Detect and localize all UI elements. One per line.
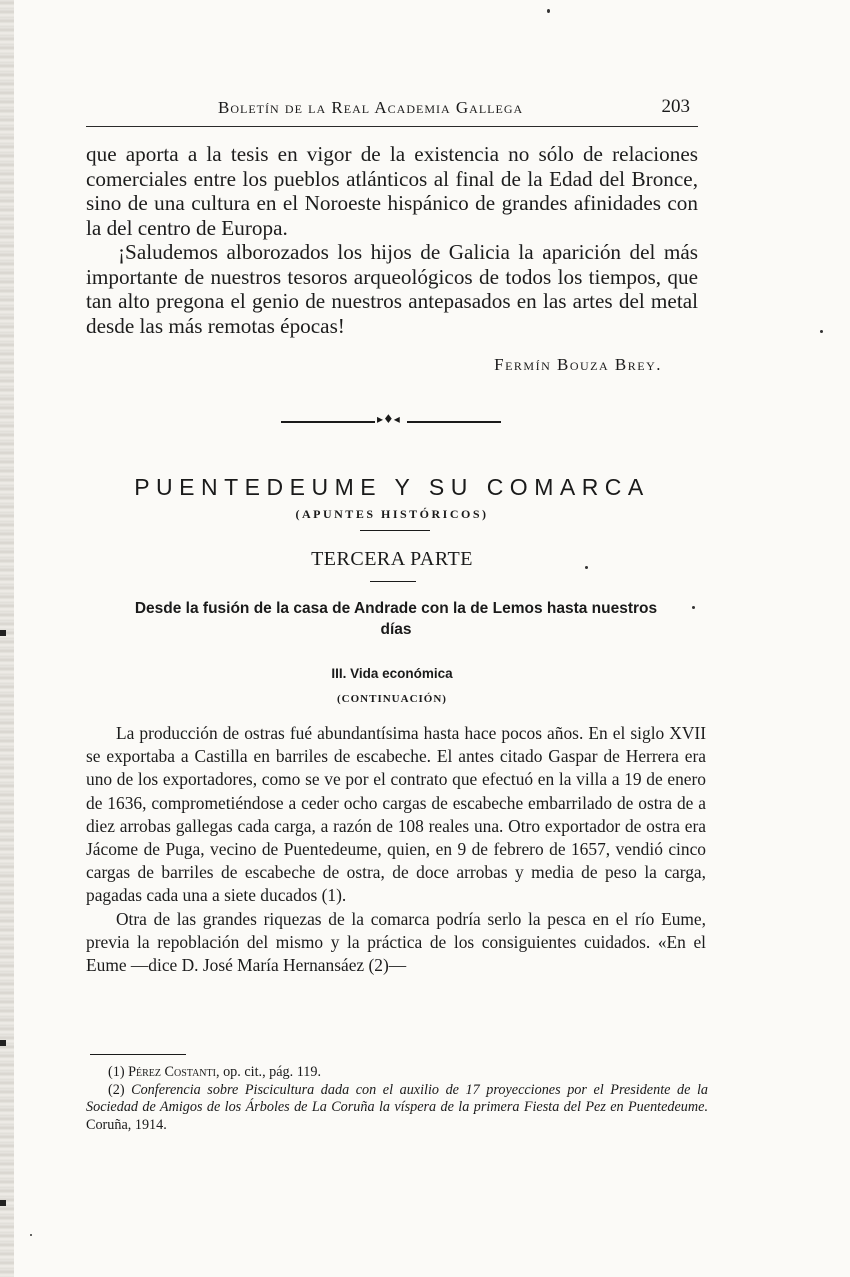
footnote-author: Pérez Costanti — [128, 1064, 216, 1080]
footnote-title: Conferencia sobre Piscicultura dada con el auxilio de 17 proyecciones por el Presidente de la Sociedad de Amigos de los Árboles de La Coruña la víspera de la primera Fiesta del Pez en Puentedeume. — [86, 1081, 709, 1115]
section-ornament — [281, 414, 501, 428]
book-binding-edge — [0, 0, 14, 1277]
binding-mark — [0, 630, 6, 636]
previous-article-text — [86, 142, 698, 338]
article-title: PUENTEDEUME Y SU COMARCA — [134, 474, 650, 500]
print-speck — [820, 330, 823, 333]
chapter-heading: III. Vida económica — [331, 666, 453, 681]
print-speck — [547, 9, 550, 13]
print-speck — [585, 566, 588, 569]
print-speck — [692, 606, 695, 609]
section-heading: Desde la fusión de la casa de Andrade con la de Lemos hasta nuestros días — [134, 600, 658, 638]
footnote-2 — [86, 1082, 708, 1135]
footnote-marker: (1) — [108, 1064, 125, 1080]
page-number: 203 — [661, 96, 690, 117]
paragraph: Otra de las grandes riquezas de la comarca podría serlo la pesca en el río Eume, previa la repoblación del mismo y la práctica de los consiguientes cuidados. «En el Eume —dice D. José María Hernansáez (2)— — [86, 908, 706, 976]
chapter-note: (CONTINUACIÓN) — [337, 693, 447, 705]
paragraph: que aporta a la tesis en vigor de la existencia no sólo de relaciones comerciales entre los pueblos atlánticos al final de la Edad del Bronce, sino de una cultura en el Noroeste hispánico de grandes afinidades con la del centro de Europa. — [86, 142, 698, 240]
paragraph: La producción de ostras fué abundantísima hasta hace pocos años. En el siglo XVII se exportaba a Castilla en barriles de escabeche. El antes citado Gaspar de Herrera era uno de los exportadores, como se ve por el contrato que efectuó en la villa a 19 de enero de 1636, comprometiéndose a ceder ocho cargas de escabeche embarrilado de ostra de a diez arrobas gallegas cada carga, a razón de 108 reales una. Otro exportador de ostra era Jácome de Puga, vecino de Puentedeume, quien, en 9 de febrero de 1657, vendió cinco cargas de barriles de escabeche de ostra, de doce arrobas y media de peso la carga, pagadas cada una a siete ducados (1). — [86, 723, 706, 906]
divider — [360, 530, 430, 531]
part-title: TERCERA PARTE — [311, 548, 473, 570]
footnotes — [86, 1064, 708, 1134]
author-signature: Fermín Bouza Brey. — [494, 355, 662, 374]
article-subtitle: (APUNTES HISTÓRICOS) — [295, 507, 489, 521]
binding-mark — [0, 1200, 6, 1206]
paragraph: ¡Saludemos alborozados los hijos de Galicia la aparición del más importante de nuestros tesoros arqueológicos de todos los tiempos, que tan alto pregona el genio de nuestros antepasados en las artes del metal desde las más remotas épocas! — [86, 240, 698, 338]
divider — [370, 581, 416, 582]
footnote-rule — [90, 1054, 186, 1055]
running-title: Boletín de la Real Academia Gallega — [218, 98, 524, 117]
binding-mark — [0, 1040, 6, 1046]
print-speck — [30, 1234, 32, 1236]
ornament-glyph: ▸♦◂ — [377, 412, 400, 426]
page-header — [86, 92, 698, 127]
footnote-1 — [86, 1064, 708, 1082]
article-body — [86, 722, 706, 977]
footnote-text: , op. cit., pág. 119. — [215, 1064, 322, 1080]
footnote-place: Coruña, 1914. — [86, 1116, 167, 1133]
footnote-marker: (2) — [108, 1081, 125, 1098]
